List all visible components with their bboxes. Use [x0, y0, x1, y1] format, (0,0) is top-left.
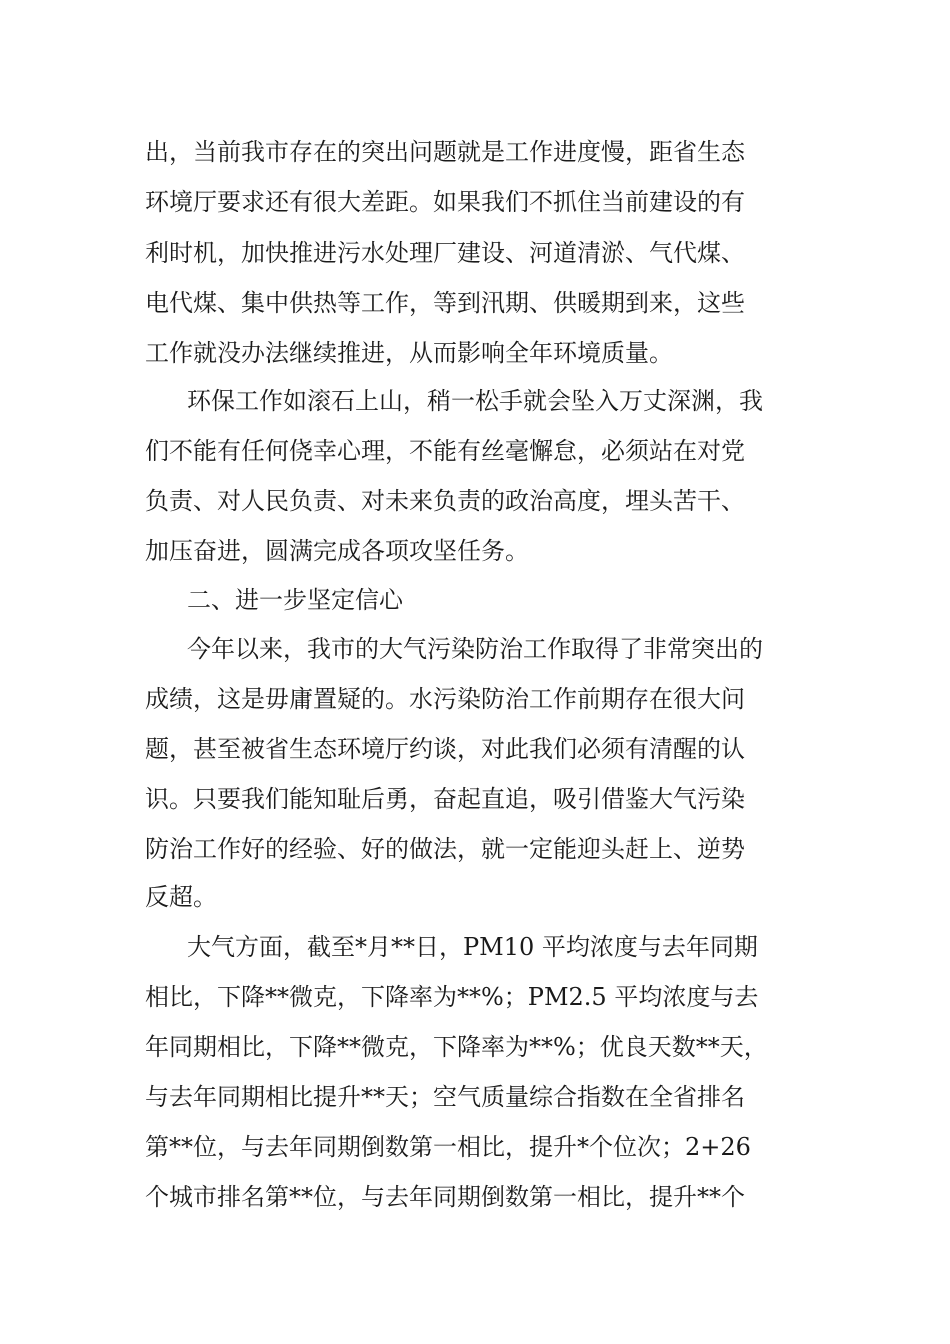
- paragraph-4-line-4: 与去年同期相比提升**天；空气质量综合指数在全省排名: [145, 1083, 745, 1111]
- paragraph-3-line-3: 题，甚至被省生态环境厅约谈，对此我们必须有清醒的认: [145, 735, 745, 763]
- paragraph-4-line-5: 第**位，与去年同期倒数第一相比，提升*个位次；2+26: [145, 1133, 751, 1161]
- paragraph-2-line-3: 负责、对人民负责、对未来负责的政治高度，埋头苦干、: [145, 487, 745, 515]
- section-heading: 二、进一步坚定信心: [187, 586, 403, 614]
- paragraph-4-line-3: 年同期相比，下降**微克，下降率为**%；优良天数**天，: [145, 1033, 768, 1061]
- paragraph-1-line-1: 出，当前我市存在的突出问题就是工作进度慢，距省生态: [145, 138, 745, 166]
- paragraph-2-line-2: 们不能有任何侥幸心理，不能有丝毫懈怠，必须站在对党: [145, 437, 745, 465]
- paragraph-1-line-4: 电代煤、集中供热等工作，等到汛期、供暖期到来，这些: [145, 289, 745, 317]
- paragraph-4-line-2: 相比，下降**微克，下降率为**%；PM2.5 平均浓度与去: [145, 983, 759, 1011]
- paragraph-3-line-6: 反超。: [145, 883, 217, 911]
- paragraph-3-line-1: 今年以来，我市的大气污染防治工作取得了非常突出的: [187, 635, 763, 663]
- paragraph-4-line-6: 个城市排名第**位，与去年同期倒数第一相比，提升**个: [145, 1183, 745, 1211]
- paragraph-1-line-3: 利时机，加快推进污水处理厂建设、河道清淤、气代煤、: [145, 239, 745, 267]
- paragraph-1-line-5: 工作就没办法继续推进，从而影响全年环境质量。: [145, 339, 673, 367]
- paragraph-3-line-2: 成绩，这是毋庸置疑的。水污染防治工作前期存在很大问: [145, 685, 745, 713]
- paragraph-2-line-1: 环保工作如滚石上山，稍一松手就会坠入万丈深渊，我: [187, 387, 763, 415]
- paragraph-1-line-2: 环境厅要求还有很大差距。如果我们不抓住当前建设的有: [145, 188, 745, 216]
- paragraph-3-line-4: 识。只要我们能知耻后勇，奋起直追，吸引借鉴大气污染: [145, 785, 745, 813]
- paragraph-4-line-1: 大气方面，截至*月**日，PM10 平均浓度与去年同期: [187, 933, 758, 961]
- paragraph-3-line-5: 防治工作好的经验、好的做法，就一定能迎头赶上、逆势: [145, 835, 745, 863]
- paragraph-2-line-4: 加压奋进，圆满完成各项攻坚任务。: [145, 537, 529, 565]
